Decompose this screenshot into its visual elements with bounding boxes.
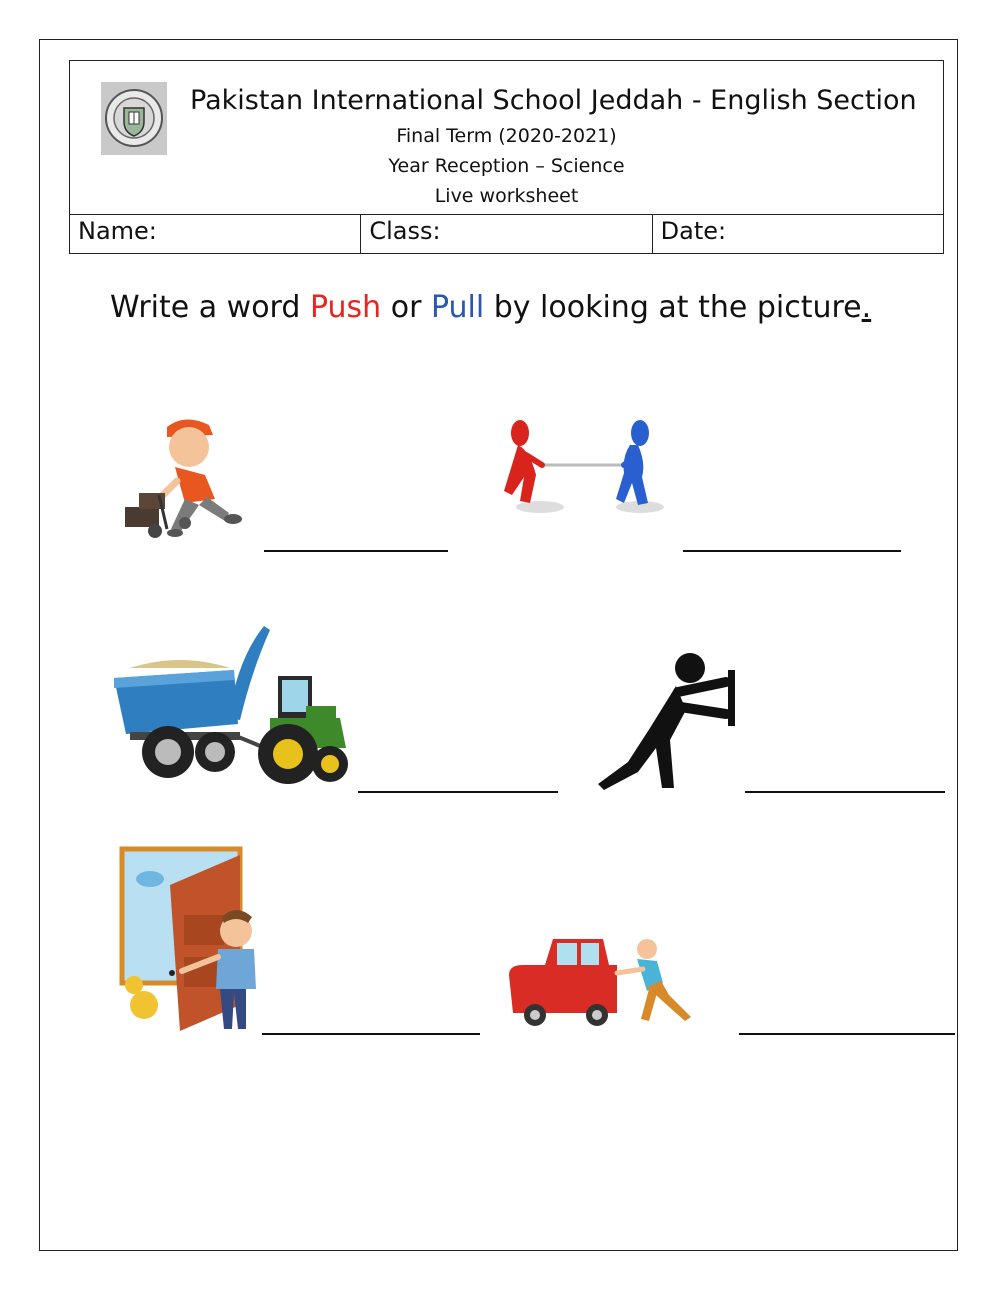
silhouette-pushing-icon: [590, 650, 735, 790]
man-pushing-car-icon: [505, 935, 710, 1030]
student-info-row: [70, 214, 943, 254]
answer-line-3[interactable]: [358, 791, 558, 793]
tractor-pulling-trailer-icon: [110, 620, 350, 790]
term-line: Final Term (2020-2021): [396, 125, 617, 147]
instruction-period: .: [861, 290, 872, 325]
worksheet-header: [69, 60, 944, 254]
instruction-part: Write a word: [110, 290, 310, 325]
instruction-part: or: [381, 290, 431, 325]
boy-pulling-door-icon: [110, 845, 270, 1035]
date-field[interactable]: Date:: [652, 215, 943, 254]
answer-line-4[interactable]: [745, 791, 945, 793]
answer-line-5[interactable]: [262, 1033, 480, 1035]
answer-line-1[interactable]: [264, 550, 448, 552]
instruction-text: [110, 290, 871, 325]
worksheet-type-line: Live worksheet: [434, 185, 579, 207]
name-field[interactable]: Name:: [78, 217, 157, 245]
year-subject-line: Year Reception – Science: [388, 155, 625, 177]
tug-of-war-figures-icon: [500, 415, 670, 520]
answer-line-6[interactable]: [739, 1033, 955, 1035]
push-word: Push: [309, 290, 382, 325]
boy-pushing-trolley-icon: [115, 415, 245, 540]
answer-line-2[interactable]: [683, 550, 901, 552]
class-field[interactable]: Class:: [360, 215, 651, 254]
pull-word: Pull: [430, 290, 485, 325]
school-title: Pakistan International School Jeddah - English Section: [190, 85, 917, 116]
instruction-part: by looking at the picture: [484, 290, 862, 325]
